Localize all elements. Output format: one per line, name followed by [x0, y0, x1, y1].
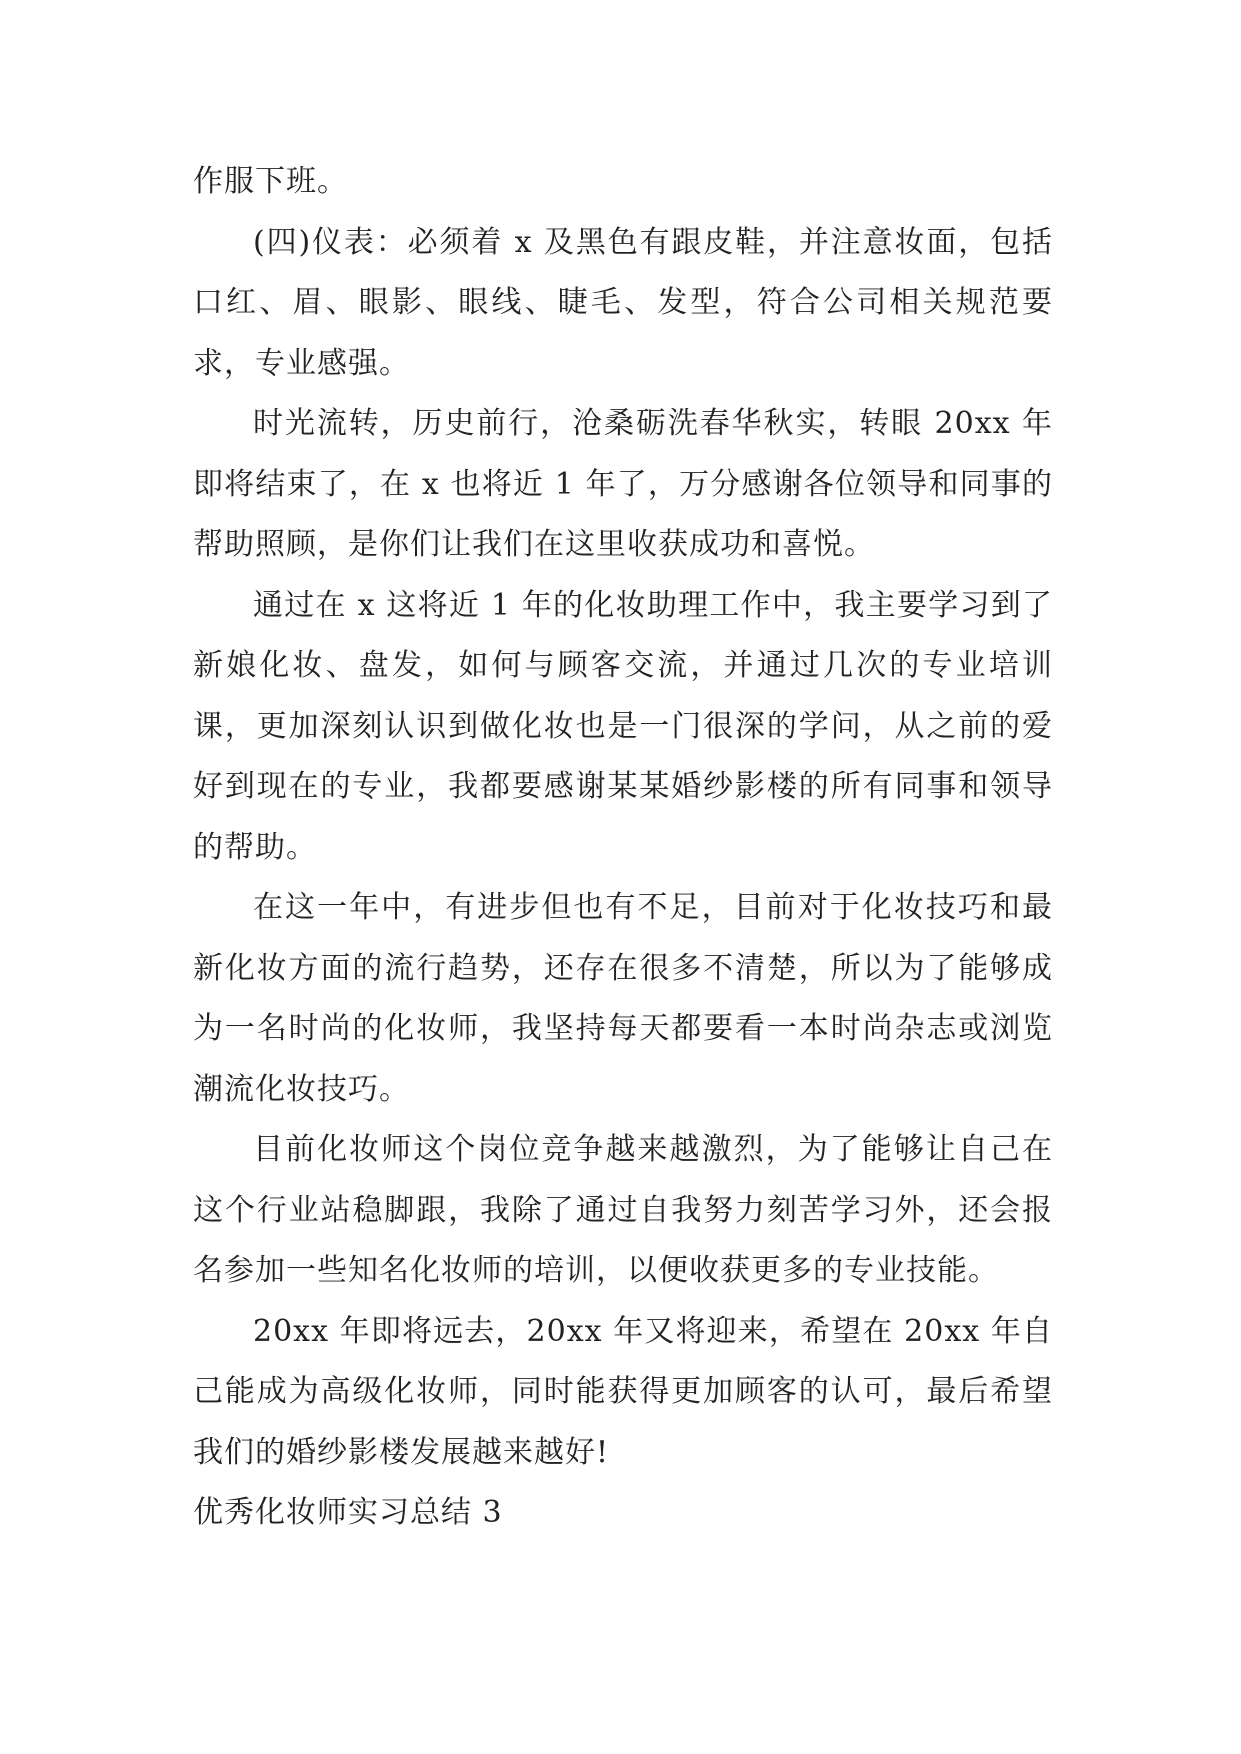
paragraph-3: 时光流转，历史前行，沧桑砺洗春华秋实，转眼 20xx 年即将结束了，在 x 也将近 1 年了，万分感谢各位领导和同事的帮助照顾，是你们让我们在这里收获成功和喜悦。 — [193, 406, 1053, 562]
document-body — [193, 152, 1053, 1544]
paragraph-2: (四)仪表：必须着 x 及黑色有跟皮鞋，并注意妆面，包括口红、眉、眼影、眼线、睫毛、发型，符合公司相关规范要求，专业感强。 — [193, 224, 1053, 381]
paragraph-6: 目前化妆师这个岗位竞争越来越激烈，为了能够让自己在这个行业站稳脚跟，我除了通过自我努力刻苦学习外，还会报名参加一些知名化妆师的培训，以便收获更多的专业技能。 — [193, 1132, 1053, 1288]
paragraph-5: 在这一年中，有进步但也有不足，目前对于化妆技巧和最新化妆方面的流行趋势，还存在很多不清楚，所以为了能够成为一名时尚的化妆师，我坚持每天都要看一本时尚杂志或浏览潮流化妆技巧。 — [193, 890, 1053, 1107]
paragraph-7: 20xx 年即将远去，20xx 年又将迎来，希望在 20xx 年自己能成为高级化妆师，同时能获得更加顾客的认可，最后希望我们的婚纱影楼发展越来越好! — [193, 1313, 1053, 1470]
paragraph-4: 通过在 x 这将近 1 年的化妆助理工作中，我主要学习到了新娘化妆、盘发，如何与顾客交流，并通过几次的专业培训课，更加深刻认识到做化妆也是一门很深的学问，从之前的爱好到现在的专业，我都要感谢某某婚纱影楼的所有同事和领导的帮助。 — [193, 587, 1053, 865]
section-heading: 优秀化妆师实习总结 3 — [193, 1495, 503, 1530]
paragraph-1: 作服下班。 — [193, 164, 348, 199]
